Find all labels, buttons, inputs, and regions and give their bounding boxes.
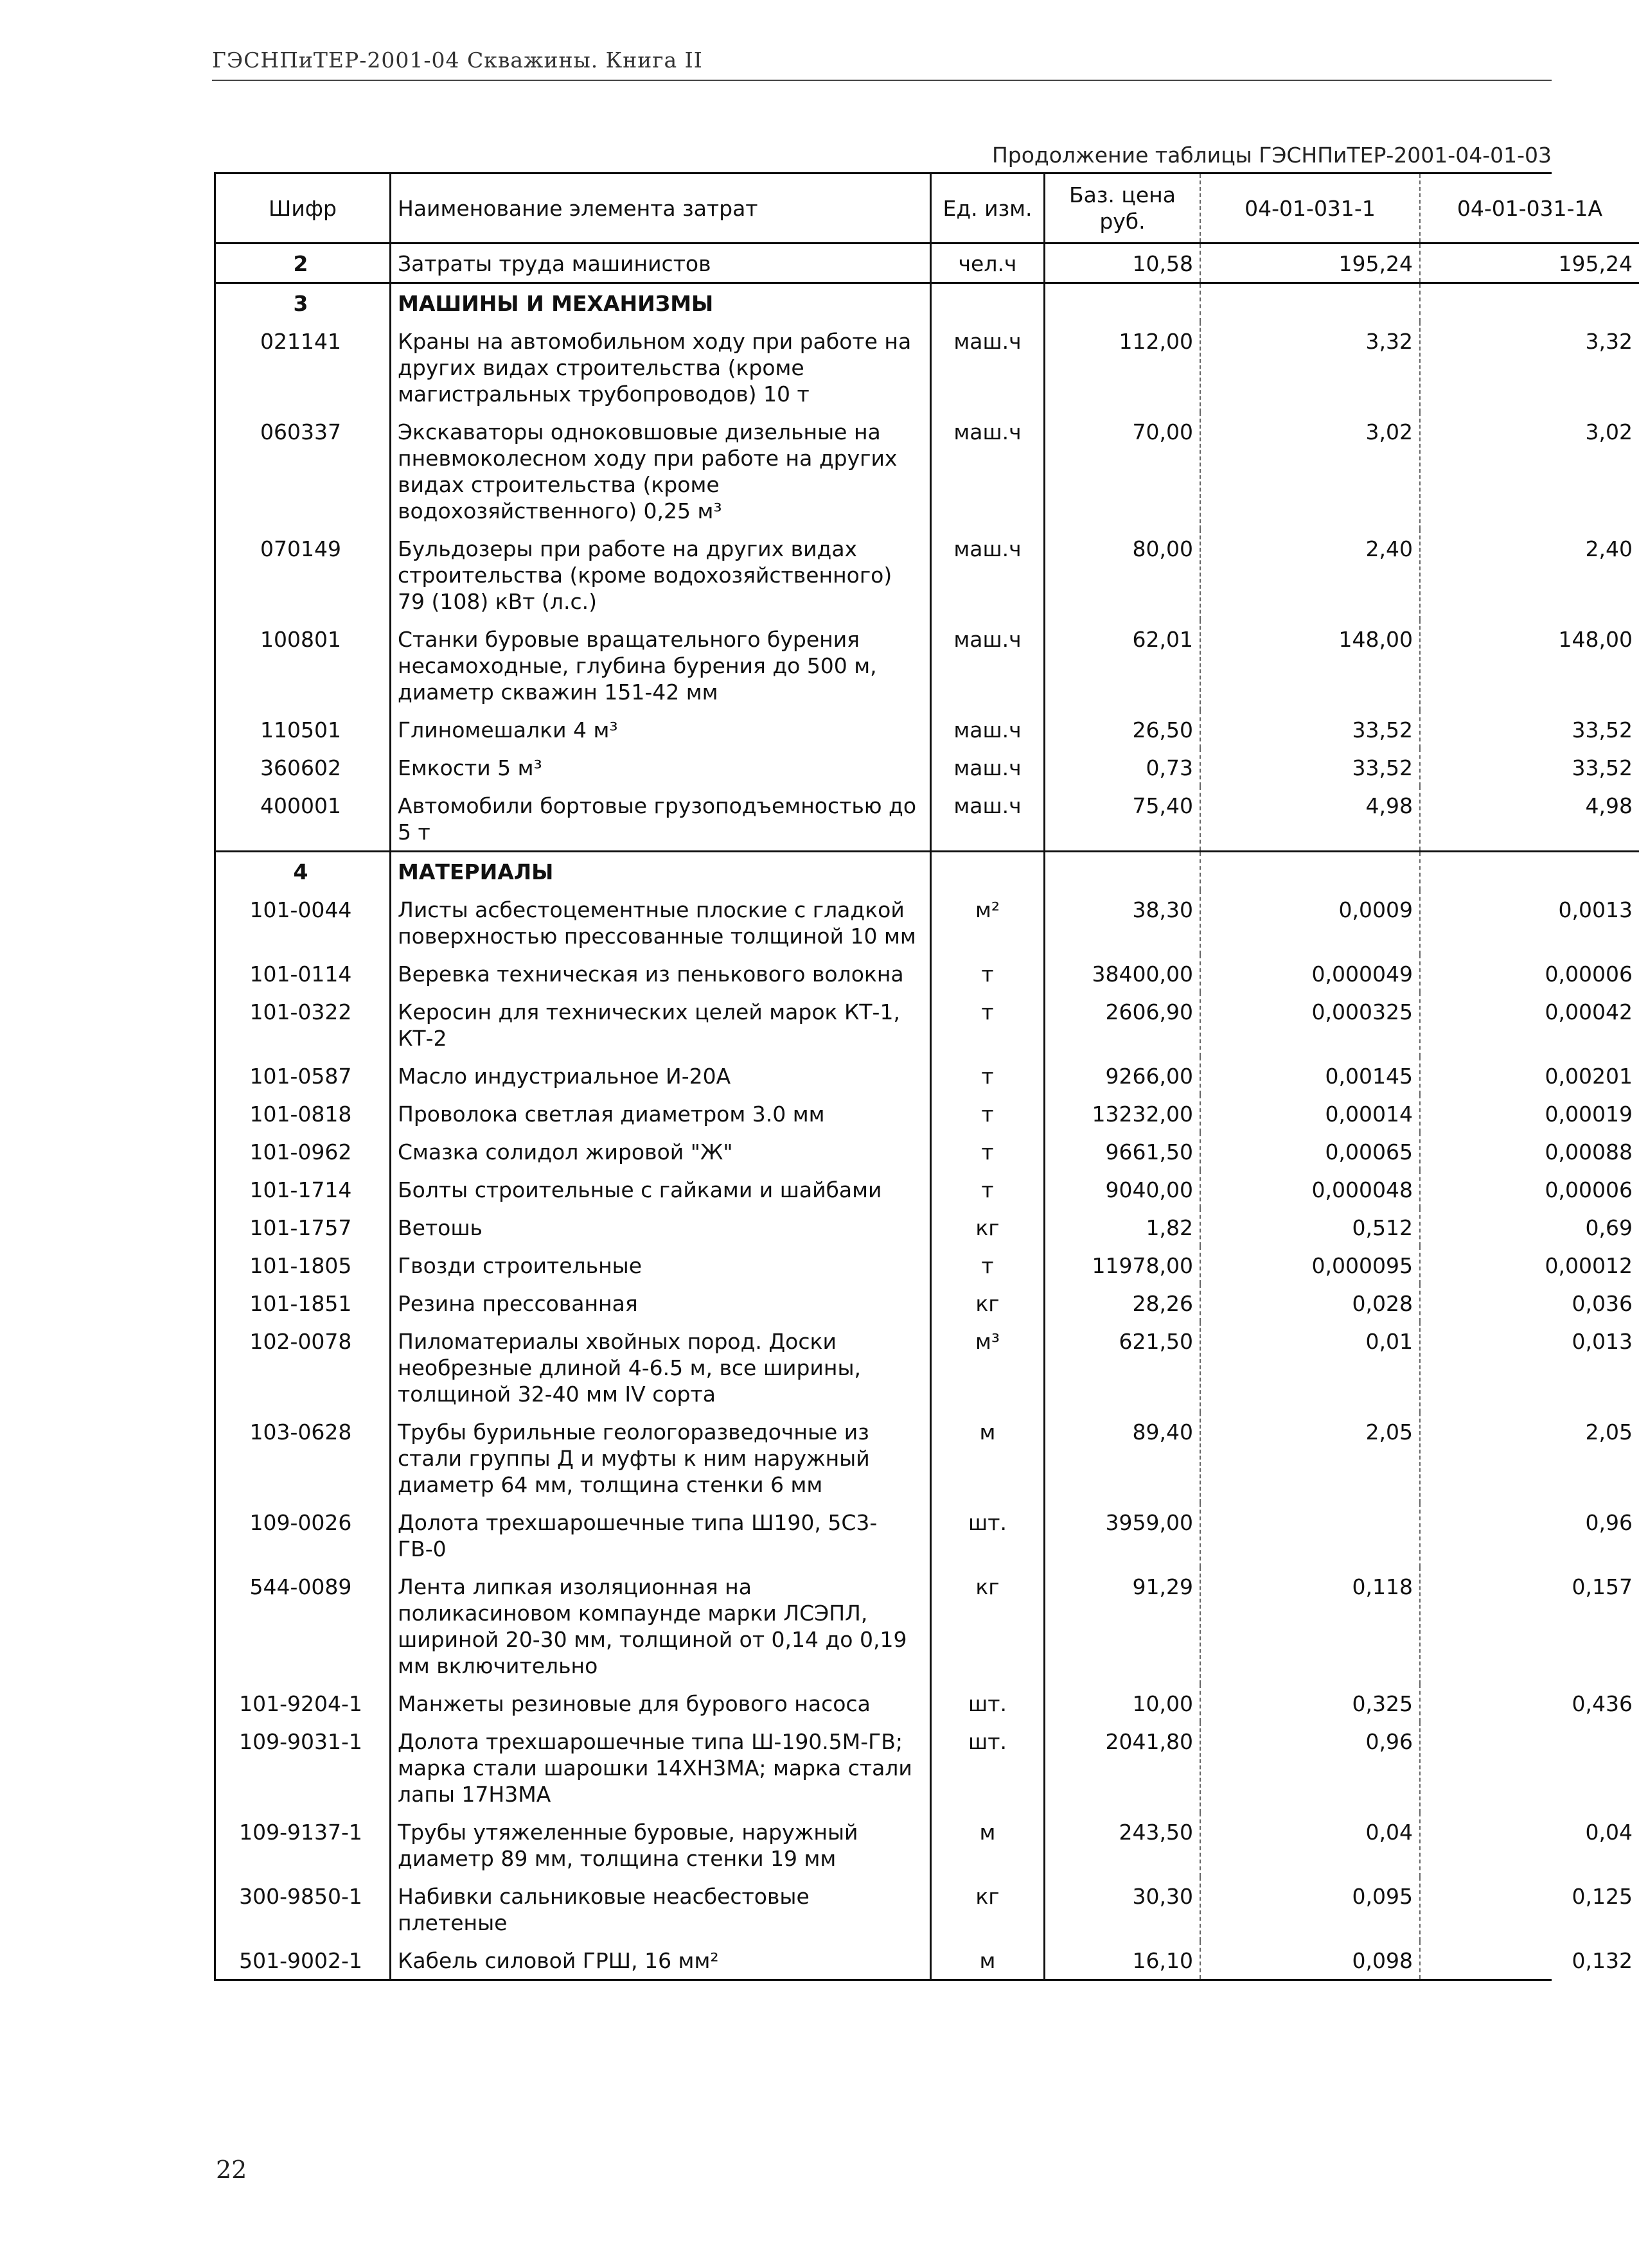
row-code: 101-1714 — [215, 1170, 391, 1208]
table-row — [215, 1722, 1639, 1813]
row-code: 544-0089 — [215, 1567, 391, 1684]
table-continuation-label: Продолжение таблицы ГЭСНПиТЕР-2001-04-01-03 — [991, 143, 1552, 168]
table-row — [215, 710, 1639, 748]
table-row — [215, 1284, 1639, 1322]
row-code: 101-0962 — [215, 1132, 391, 1170]
section-title: МАШИНЫ И МЕХАНИЗМЫ — [391, 283, 931, 322]
row-value-1: 195,24 — [1200, 243, 1420, 283]
row-code: 109-9031-1 — [215, 1722, 391, 1813]
row-code: 021141 — [215, 322, 391, 412]
section-number: 3 — [215, 283, 391, 322]
row-unit: маш.ч — [931, 710, 1045, 748]
table-row — [215, 1503, 1639, 1567]
row-name: Затраты труда машинистов — [391, 243, 931, 283]
row-unit: маш.ч — [931, 748, 1045, 786]
row-value-2 — [1420, 1722, 1639, 1813]
row-name: Веревка техническая из пенькового волокна — [391, 954, 931, 992]
row-code: 110501 — [215, 710, 391, 748]
table-row — [215, 1094, 1639, 1132]
table-row — [215, 1057, 1639, 1094]
row-value-2: 0,69 — [1420, 1208, 1639, 1246]
table-row — [215, 890, 1639, 954]
row-name: Трубы бурильные геологоразведочные из стали группы Д и муфты к ним наружный диаметр 64 мм, толщина стенки 6 мм — [391, 1412, 931, 1503]
row-unit: м³ — [931, 1322, 1045, 1412]
header-code: Шифр — [215, 174, 391, 243]
header-price: Баз. цена руб. — [1045, 174, 1201, 243]
row-price: 10,58 — [1045, 243, 1201, 283]
row-code: 101-0114 — [215, 954, 391, 992]
row-value-2: 0,436 — [1420, 1684, 1639, 1722]
row-name: Гвозди строительные — [391, 1246, 931, 1284]
section-row-machines — [215, 283, 1639, 322]
row-unit: т — [931, 1057, 1045, 1094]
row-price: 38,30 — [1045, 890, 1201, 954]
row-unit: маш.ч — [931, 786, 1045, 852]
row-unit: шт. — [931, 1722, 1045, 1813]
row-value-1: 0,325 — [1200, 1684, 1420, 1722]
row-price: 11978,00 — [1045, 1246, 1201, 1284]
table-row — [215, 1208, 1639, 1246]
row-value-2: 0,00006 — [1420, 954, 1639, 992]
row-value-1: 0,0009 — [1200, 890, 1420, 954]
row-price: 91,29 — [1045, 1567, 1201, 1684]
row-value-2: 0,0013 — [1420, 890, 1639, 954]
row-code: 400001 — [215, 786, 391, 852]
row-value-2: 3,32 — [1420, 322, 1639, 412]
row-code: 101-1757 — [215, 1208, 391, 1246]
row-value-1: 0,000095 — [1200, 1246, 1420, 1284]
row-value-2: 0,125 — [1420, 1877, 1639, 1941]
row-value-1: 3,02 — [1200, 412, 1420, 529]
row-code: 501-9002-1 — [215, 1941, 391, 1979]
row-price: 62,01 — [1045, 620, 1201, 710]
row-price: 9661,50 — [1045, 1132, 1201, 1170]
row-value-1: 0,512 — [1200, 1208, 1420, 1246]
row-unit: т — [931, 1094, 1045, 1132]
header-norm-2: 04-01-031-1А — [1420, 174, 1639, 243]
row-unit: кг — [931, 1208, 1045, 1246]
row-code: 102-0078 — [215, 1322, 391, 1412]
row-value-2: 0,132 — [1420, 1941, 1639, 1979]
row-code: 109-0026 — [215, 1503, 391, 1567]
row-value-2: 0,96 — [1420, 1503, 1639, 1567]
row-unit: шт. — [931, 1684, 1045, 1722]
row-value-1: 33,52 — [1200, 748, 1420, 786]
table-row — [215, 1322, 1639, 1412]
row-price: 2041,80 — [1045, 1722, 1201, 1813]
row-price — [1045, 283, 1201, 322]
row-code: 070149 — [215, 529, 391, 620]
row-unit: т — [931, 954, 1045, 992]
row-price: 28,26 — [1045, 1284, 1201, 1322]
row-value-2: 4,98 — [1420, 786, 1639, 852]
section-row-materials — [215, 852, 1639, 891]
row-value-1: 0,01 — [1200, 1322, 1420, 1412]
row-name: Манжеты резиновые для бурового насоса — [391, 1684, 931, 1722]
row-name: Набивки сальниковые неасбестовые плетеные — [391, 1877, 931, 1941]
row-value-2: 0,04 — [1420, 1813, 1639, 1877]
row-code: 2 — [215, 243, 391, 283]
row-unit: т — [931, 992, 1045, 1057]
header-name: Наименование элемента затрат — [391, 174, 931, 243]
row-code: 101-0587 — [215, 1057, 391, 1094]
row-value-1: 0,028 — [1200, 1284, 1420, 1322]
row-name: Резина прессованная — [391, 1284, 931, 1322]
row-code: 109-9137-1 — [215, 1813, 391, 1877]
row-value-1: 33,52 — [1200, 710, 1420, 748]
row-code: 300-9850-1 — [215, 1877, 391, 1941]
row-unit: т — [931, 1246, 1045, 1284]
header-unit: Ед. изм. — [931, 174, 1045, 243]
row-price: 80,00 — [1045, 529, 1201, 620]
row-value-1: 2,05 — [1200, 1412, 1420, 1503]
row-value-1: 0,000048 — [1200, 1170, 1420, 1208]
row-value-2: 2,40 — [1420, 529, 1639, 620]
row-price: 9266,00 — [1045, 1057, 1201, 1094]
row-unit: т — [931, 1132, 1045, 1170]
row-value-2: 0,013 — [1420, 1322, 1639, 1412]
table-row — [215, 992, 1639, 1057]
row-price: 1,82 — [1045, 1208, 1201, 1246]
row-unit: кг — [931, 1877, 1045, 1941]
row-price: 112,00 — [1045, 322, 1201, 412]
row-name: Глиномешалки 4 м³ — [391, 710, 931, 748]
row-value-1: 0,098 — [1200, 1941, 1420, 1979]
row-unit: маш.ч — [931, 322, 1045, 412]
row-name: Экскаваторы одноковшовые дизельные на пневмоколесном ходу при работе на других видах строительства (кроме водохозяйственного) 0,25 м³ — [391, 412, 931, 529]
row-code: 101-1851 — [215, 1284, 391, 1322]
section-title: МАТЕРИАЛЫ — [391, 852, 931, 891]
row-unit: маш.ч — [931, 529, 1045, 620]
row-price: 0,73 — [1045, 748, 1201, 786]
row-value-1: 2,40 — [1200, 529, 1420, 620]
row-value-2: 0,00006 — [1420, 1170, 1639, 1208]
row-name: Смазка солидол жировой "Ж" — [391, 1132, 931, 1170]
row-price: 243,50 — [1045, 1813, 1201, 1877]
row-price: 26,50 — [1045, 710, 1201, 748]
row-value-2: 0,00201 — [1420, 1057, 1639, 1094]
row-unit: маш.ч — [931, 620, 1045, 710]
row-price: 75,40 — [1045, 786, 1201, 852]
row-unit: кг — [931, 1567, 1045, 1684]
row-value-1: 0,00014 — [1200, 1094, 1420, 1132]
row-value-1: 0,000049 — [1200, 954, 1420, 992]
row-value-2: 3,02 — [1420, 412, 1639, 529]
row-name: Ветошь — [391, 1208, 931, 1246]
row-value-2 — [1420, 283, 1639, 322]
row-price: 70,00 — [1045, 412, 1201, 529]
header-norm-1: 04-01-031-1 — [1200, 174, 1420, 243]
table-row — [215, 954, 1639, 992]
table-row — [215, 1684, 1639, 1722]
table-row — [215, 1877, 1639, 1941]
table-row — [215, 243, 1639, 283]
row-name: Листы асбестоцементные плоские с гладкой поверхностью прессованные толщиной 10 мм — [391, 890, 931, 954]
row-name: Масло индустриальное И-20А — [391, 1057, 931, 1094]
section-number: 4 — [215, 852, 391, 891]
row-price: 3959,00 — [1045, 1503, 1201, 1567]
row-value-2: 0,036 — [1420, 1284, 1639, 1322]
table-row — [215, 322, 1639, 412]
row-unit: м² — [931, 890, 1045, 954]
row-name: Станки буровые вращательного бурения несамоходные, глубина бурения до 500 м, диаметр скважин 151-42 мм — [391, 620, 931, 710]
row-value-1: 0,095 — [1200, 1877, 1420, 1941]
row-value-1: 0,118 — [1200, 1567, 1420, 1684]
row-name: Бульдозеры при работе на других видах строительства (кроме водохозяйственного) 79 (108) кВт (л.с.) — [391, 529, 931, 620]
row-price: 621,50 — [1045, 1322, 1201, 1412]
row-price: 30,30 — [1045, 1877, 1201, 1941]
table-row — [215, 1170, 1639, 1208]
row-value-2: 33,52 — [1420, 710, 1639, 748]
row-price: 9040,00 — [1045, 1170, 1201, 1208]
row-name: Лента липкая изоляционная на поликасиновом компаунде марки ЛСЭПЛ, шириной 20-30 мм, толщиной от 0,14 до 0,19 мм включительно — [391, 1567, 931, 1684]
row-name: Трубы утяжеленные буровые, наружный диаметр 89 мм, толщина стенки 19 мм — [391, 1813, 931, 1877]
table-row — [215, 1132, 1639, 1170]
row-unit: м — [931, 1813, 1045, 1877]
row-price: 10,00 — [1045, 1684, 1201, 1722]
table-row — [215, 620, 1639, 710]
table-row — [215, 412, 1639, 529]
table-row — [215, 529, 1639, 620]
row-code: 360602 — [215, 748, 391, 786]
table-row — [215, 748, 1639, 786]
row-value-2: 0,00042 — [1420, 992, 1639, 1057]
row-value-1: 4,98 — [1200, 786, 1420, 852]
row-name: Кабель силовой ГРШ, 16 мм² — [391, 1941, 931, 1979]
row-value-2: 0,00012 — [1420, 1246, 1639, 1284]
row-value-2: 148,00 — [1420, 620, 1639, 710]
row-unit — [931, 852, 1045, 891]
row-name: Долота трехшарошечные типа Ш190, 5С3-ГВ-0 — [391, 1503, 931, 1567]
row-price: 89,40 — [1045, 1412, 1201, 1503]
row-code: 101-0322 — [215, 992, 391, 1057]
row-code: 100801 — [215, 620, 391, 710]
table-row — [215, 1941, 1639, 1979]
row-price: 13232,00 — [1045, 1094, 1201, 1132]
row-name: Долота трехшарошечные типа Ш-190.5М-ГВ; марка стали шарошки 14ХН3МА; марка стали лапы 17Н3МА — [391, 1722, 931, 1813]
row-value-2: 0,00088 — [1420, 1132, 1639, 1170]
row-name: Автомобили бортовые грузоподъемностью до 5 т — [391, 786, 931, 852]
row-code: 060337 — [215, 412, 391, 529]
row-value-1: 148,00 — [1200, 620, 1420, 710]
row-value-1: 0,000325 — [1200, 992, 1420, 1057]
row-value-1: 0,04 — [1200, 1813, 1420, 1877]
row-value-2 — [1420, 852, 1639, 891]
row-unit: м — [931, 1941, 1045, 1979]
row-price: 38400,00 — [1045, 954, 1201, 992]
row-code: 101-9204-1 — [215, 1684, 391, 1722]
row-value-2: 195,24 — [1420, 243, 1639, 283]
row-unit: м — [931, 1412, 1045, 1503]
row-value-1 — [1200, 283, 1420, 322]
table-row — [215, 1813, 1639, 1877]
row-name: Емкости 5 м³ — [391, 748, 931, 786]
row-value-1: 3,32 — [1200, 322, 1420, 412]
page-number: 22 — [216, 2156, 247, 2184]
table-row — [215, 786, 1639, 852]
row-code: 101-0818 — [215, 1094, 391, 1132]
row-price: 2606,90 — [1045, 992, 1201, 1057]
table-row — [215, 1412, 1639, 1503]
header-rule — [212, 80, 1552, 81]
row-value-1: 0,96 — [1200, 1722, 1420, 1813]
row-name: Пиломатериалы хвойных пород. Доски необрезные длиной 4-6.5 м, все ширины, толщиной 32-40 мм IV сорта — [391, 1322, 931, 1412]
table-header-row — [215, 174, 1639, 243]
row-value-1: 0,00145 — [1200, 1057, 1420, 1094]
row-unit: маш.ч — [931, 412, 1045, 529]
table-row — [215, 1567, 1639, 1684]
row-value-1: 0,00065 — [1200, 1132, 1420, 1170]
row-price: 16,10 — [1045, 1941, 1201, 1979]
row-unit: шт. — [931, 1503, 1045, 1567]
row-name: Болты строительные с гайками и шайбами — [391, 1170, 931, 1208]
row-code: 103-0628 — [215, 1412, 391, 1503]
row-unit: кг — [931, 1284, 1045, 1322]
row-value-2: 0,00019 — [1420, 1094, 1639, 1132]
running-header: ГЭСНПиТЕР-2001-04 Скважины. Книга II — [212, 48, 703, 73]
row-value-2: 2,05 — [1420, 1412, 1639, 1503]
row-value-2: 33,52 — [1420, 748, 1639, 786]
row-unit: чел.ч — [931, 243, 1045, 283]
row-unit: т — [931, 1170, 1045, 1208]
row-code: 101-1805 — [215, 1246, 391, 1284]
row-code: 101-0044 — [215, 890, 391, 954]
row-name: Керосин для технических целей марок КТ-1, КТ-2 — [391, 992, 931, 1057]
row-value-2: 0,157 — [1420, 1567, 1639, 1684]
row-name: Краны на автомобильном ходу при работе на других видах строительства (кроме магистральных трубопроводов) 10 т — [391, 322, 931, 412]
row-price — [1045, 852, 1201, 891]
row-value-1 — [1200, 852, 1420, 891]
row-unit — [931, 283, 1045, 322]
row-name: Проволока светлая диаметром 3.0 мм — [391, 1094, 931, 1132]
row-value-1 — [1200, 1503, 1420, 1567]
resource-table — [214, 172, 1633, 1981]
table-row — [215, 1246, 1639, 1284]
